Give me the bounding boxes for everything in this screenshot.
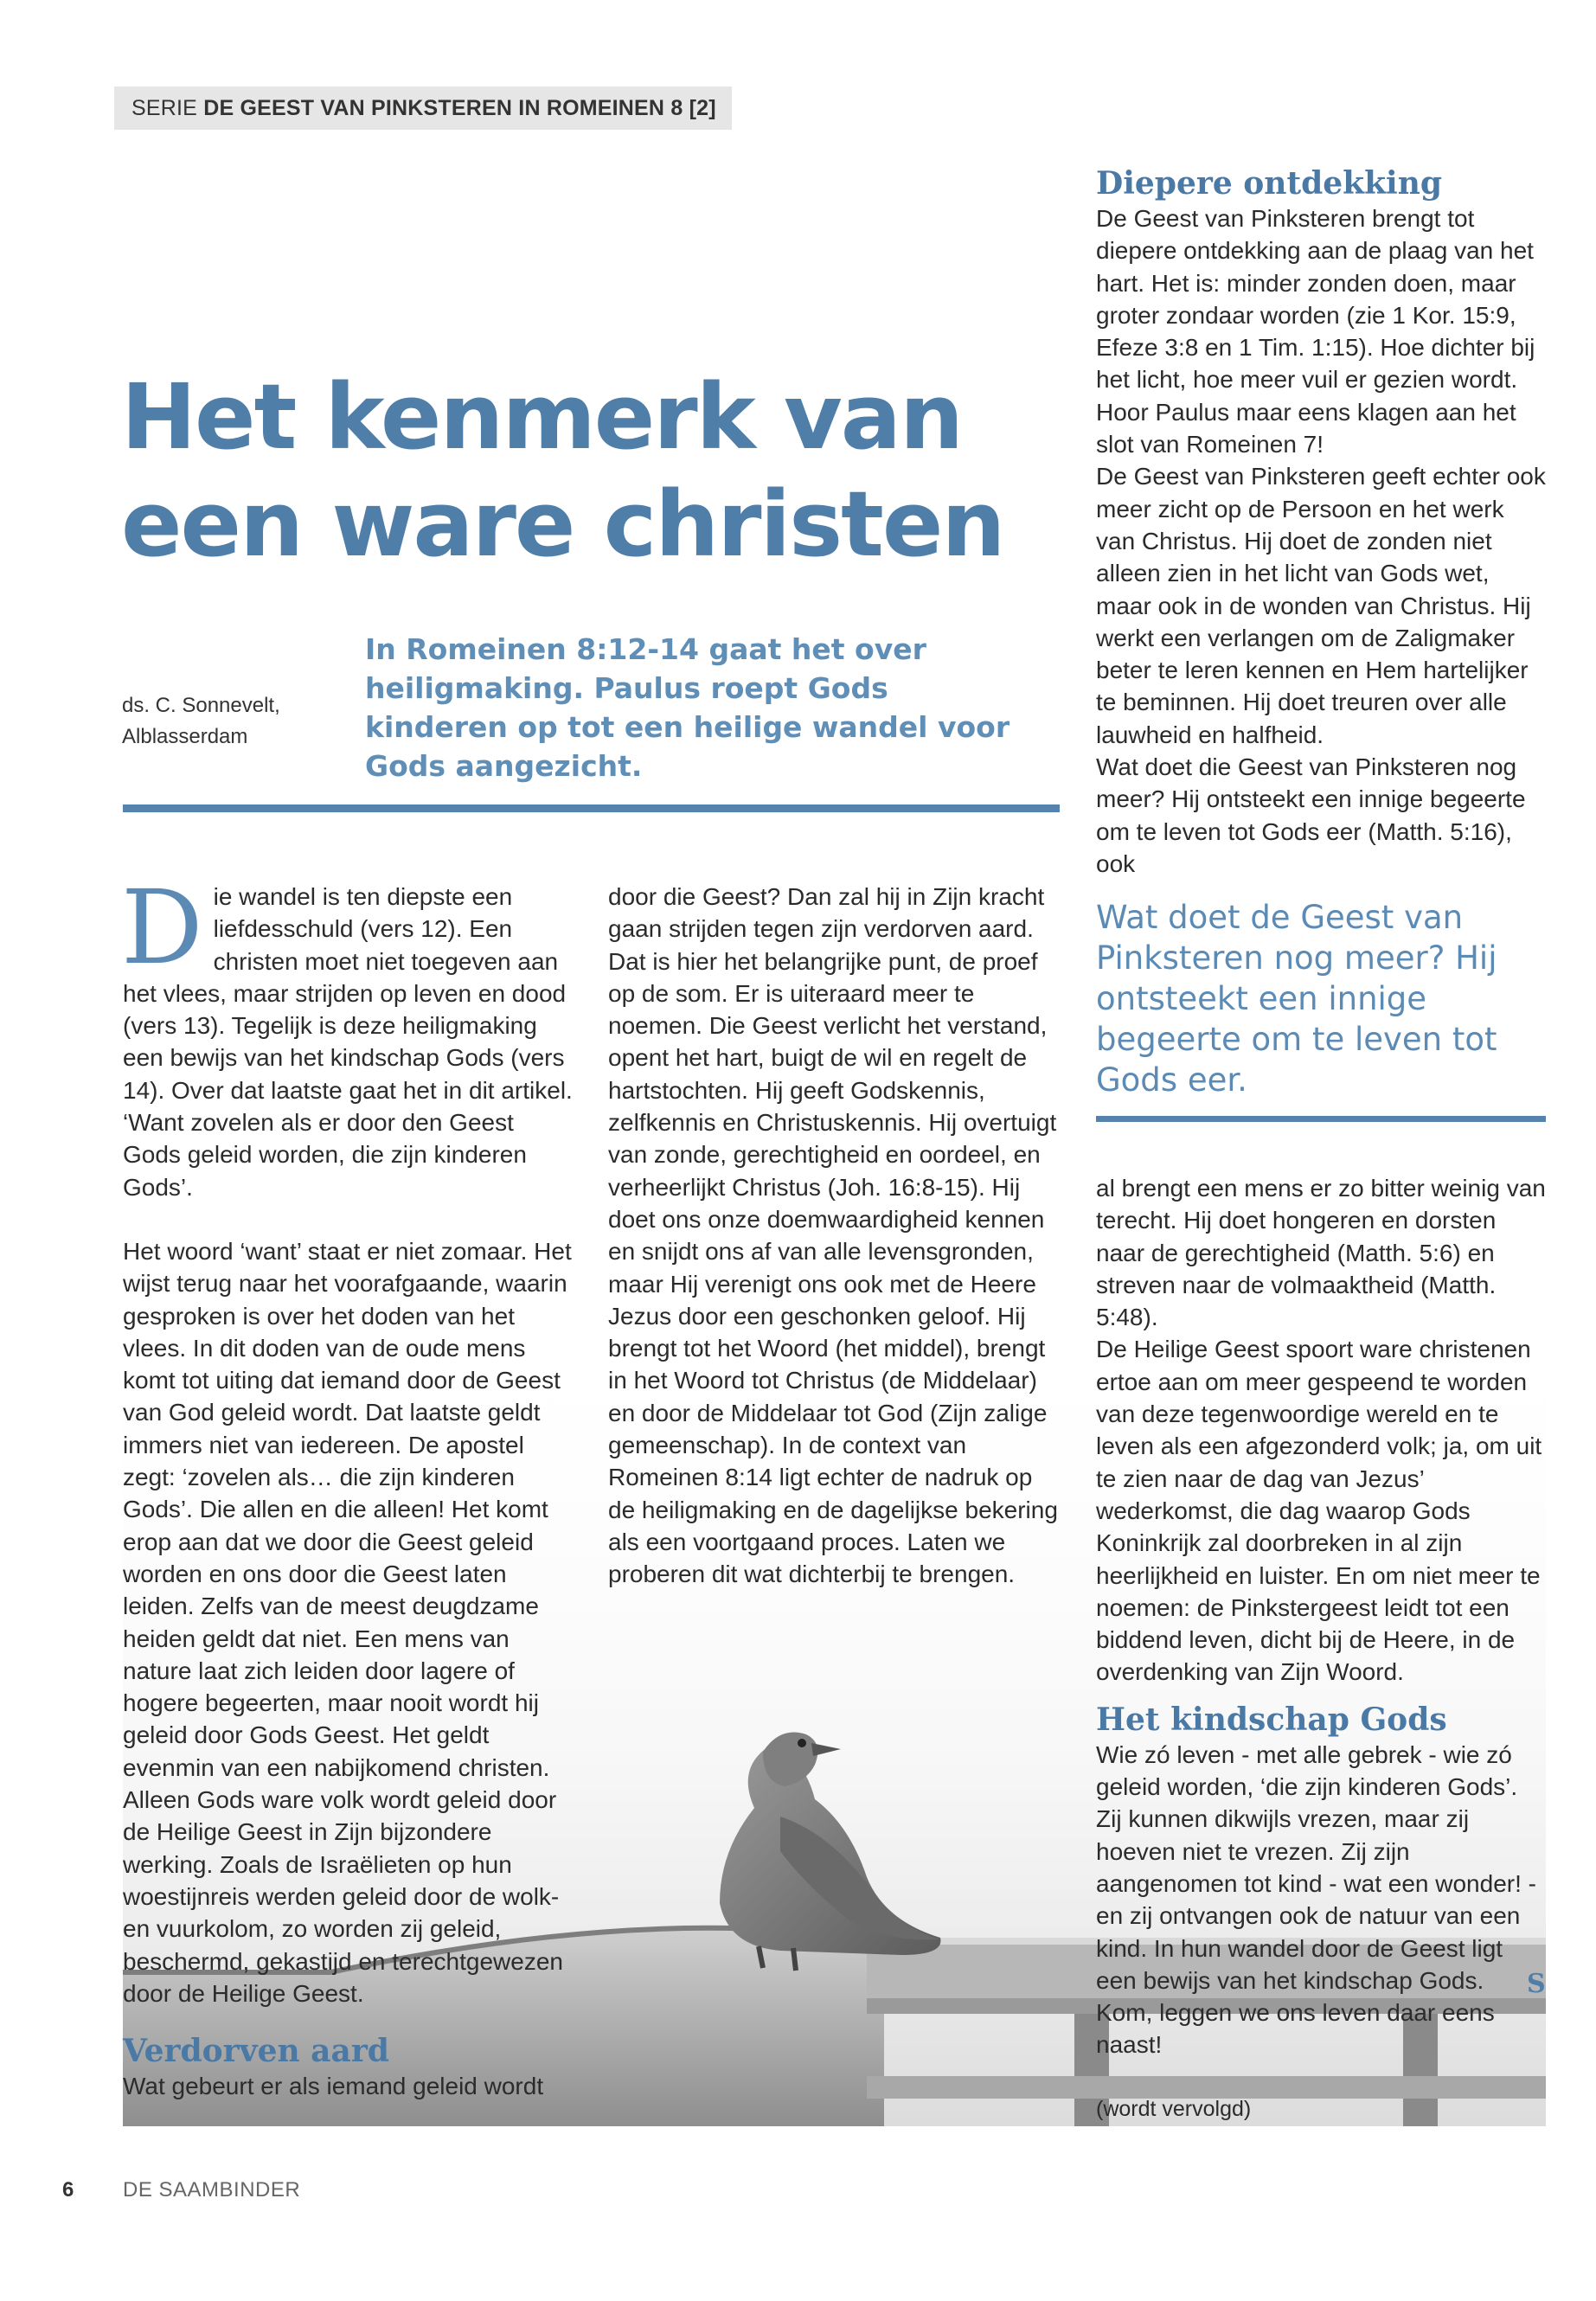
continued-note: (wordt vervolgd) <box>1096 2096 1252 2121</box>
col3-paragraph-7: Zij kunnen dikwijls vrezen, maar zij hoeven niet te vrezen. Zij zijn aangenomen tot kind - wat een wonder! - en zij ontvangen ook de natuur van een kind. In hun wandel door de Geest ligt een bewijs van het kindschap Gods. <box>1096 1805 1536 1994</box>
series-prefix: SERIE <box>131 96 198 120</box>
drop-cap: D <box>121 868 203 987</box>
subhead-verdorven-aard: Verdorven aard <box>123 2033 389 2070</box>
col3-paragraph-6: Wie zó leven - met alle gebrek - wie zó geleid worden, ‘die zijn kinderen Gods’. <box>1096 1740 1518 1801</box>
pull-quote-rule <box>1096 1116 1546 1122</box>
column-1 <box>121 868 573 2102</box>
col1-paragraph-1: Die wandel is ten diepste een liefdesschuld (vers 12). Een christen moet niet toegeven aan het vlees, maar strijden op leven en dood (vers 13). Tegelijk is deze heiligmaking een bewijs van het kindschap Gods (vers 14). Over dat laatste gaat het in dit artikel. ‘Want zovelen als er door den Geest Gods geleid worden, die zijn kinderen Gods’. <box>121 868 573 1201</box>
col3-paragraph-3: Wat doet die Geest van Pinksteren nog meer? Hij ontsteekt een innige begeerte om te leven tot Gods eer (Matth. 5:16), ook <box>1096 753 1526 877</box>
subhead-diepere-ontdekking: Diepere ontdekking <box>1096 165 1443 202</box>
col3-paragraph-4: al brengt een mens er zo bitter weinig van terecht. Hij doet hongeren en dorsten naar de gerechtigheid (Matth. 5:6) en streven naar de volmaaktheid (Matth. 5:48). <box>1096 1175 1546 1331</box>
author-byline <box>122 690 338 753</box>
col2-paragraph-1: door die Geest? Dan zal hij in Zijn kracht gaan strijden tegen zijn verdorven aard. Dat is hier het belangrijke punt, de proef op de som. Er is uiteraard meer te noemen. Die Geest verlicht het verstand, opent het hart, buigt de wil en regelt de hartstochten. Hij geeft Godskennis, zelfkennis en Christuskennis. Hij overtuigt van zonde, gerechtigheid en oordeel, en verheerlijkt Christus (Joh. 16:8-15). Hij doet ons onze doemwaardigheid kennen en snijdt ons af van alle levensgronden, maar Hij verenigt ons ook met de Heere Jezus door een geschonken geloof. Hij brengt tot het Woord (het middel), brengt in het Woord tot Christus (de Middelaar) en door de Middelaar tot God (Zijn zalige gemeenschap). In de context van Romeinen 8:14 ligt echter de nadruk op de heiligmaking en de dagelijkse bekering als een voortgaand proces. Laten we proberen dit wat dichterbij te brengen. <box>608 883 1058 1588</box>
magazine-name: DE SAAMBINDER <box>123 2178 301 2202</box>
lead-paragraph: In Romeinen 8:12-14 gaat het over heiligmaking. Paulus roept Gods kinderen op tot een heilige wandel voor Gods aangezicht. <box>365 632 1010 783</box>
column-3-bottom <box>1096 1172 1546 2125</box>
col1-paragraph-3: Wat gebeurt er als iemand geleid wordt <box>123 2073 544 2100</box>
divider-rule <box>123 804 1060 812</box>
series-banner <box>114 87 732 130</box>
author-name: ds. C. Sonnevelt, <box>122 694 280 717</box>
col3-paragraph-5: De Heilige Geest spoort ware christenen ertoe aan om meer gespeend te worden van deze tegenwoordige wereld en te leven als een afgezonderd volk; ja, om uit te zien naar de dag van Jezus’ wederkomst, die dag waarop Gods Koninkrijk zal doorbreken in al zijn heerlijkheid en luister. En om niet meer te noemen: de Pinkstergeest leidt tot een biddend leven, dicht bij de Heere, in de overdenking van Zijn Woord. <box>1096 1336 1542 1686</box>
column-2 <box>608 881 1060 1591</box>
col1-paragraph-2: Het woord ‘want’ staat er niet zomaar. Het wijst terug naar het voorafgaande, waarin gesproken is over het doden van het vlees. In dit doden van de oude mens komt tot uiting dat iemand door de Geest van God geleid wordt. Dat laatste geldt immers niet van iedereen. De apostel zegt: ‘zovelen als… die zijn kinderen Gods’. Die allen en die alleen! Het komt erop aan dat we door die Geest geleid worden en ons door die Geest laten leiden. Zelfs van de meest deugdzame heiden geldt dat niet. Een mens van nature laat zich leiden door lagere of hogere begeerten, maar nooit wordt hij geleid door Gods Geest. Het geldt evenmin van een nabijkomend christen. Alleen Gods ware volk wordt geleid door de Heilige Geest in Zijn bijzondere werking. Zoals de Israëlieten op hun woestijnreis werden geleid door de wolk- en vuurkolom, zo worden zij geleid, beschermd, gekastijd en terechtgewezen door de Heilige Geest. <box>123 1237 572 2007</box>
series-number: [2] <box>689 96 716 120</box>
title-line-1: Het kenmerk van <box>121 364 963 470</box>
series-name: DE GEEST VAN PINKSTEREN IN ROMEINEN 8 <box>203 96 683 120</box>
col3-paragraph-8: Kom, leggen we ons leven daar eens naast! <box>1096 1999 1495 2059</box>
title-line-2: een ware christen <box>121 471 1004 577</box>
article-title <box>121 363 1038 578</box>
end-mark-icon: S <box>1527 1969 1546 1999</box>
column-3-top <box>1096 164 1546 880</box>
pull-quote: Wat doet de Geest van Pinksteren nog meer? Hij ontsteekt een innige begeerte om te leven tot Gods eer. <box>1096 899 1497 1099</box>
page-number: 6 <box>62 2178 74 2202</box>
col3-paragraph-2: De Geest van Pinksteren geeft echter ook meer zicht op de Persoon en het werk van Christus. Hij doet de zonden niet alleen zien in het licht van Gods wet, maar ook in de wonden van Christus. Hij werkt een verlangen om de Zaligmaker beter te leren kennen en Hem hartelijker te beminnen. Hij doet treuren over alle lauwheid en halfheid. <box>1096 463 1546 748</box>
col3-paragraph-1: De Geest van Pinksteren brengt tot diepere ontdekking aan de plaag van het hart. Het is: minder zonden doen, maar groter zondaar worden (zie 1 Kor. 15:9, Efeze 3:8 en 1 Tim. 1:15). Hoe dichter bij het licht, hoe meer vuil er gezien wordt. Hoor Paulus maar eens klagen aan het slot van Romeinen 7! <box>1096 205 1535 458</box>
subhead-kindschap-gods: Het kindschap Gods <box>1096 1701 1447 1738</box>
author-place: Alblasserdam <box>122 725 248 748</box>
